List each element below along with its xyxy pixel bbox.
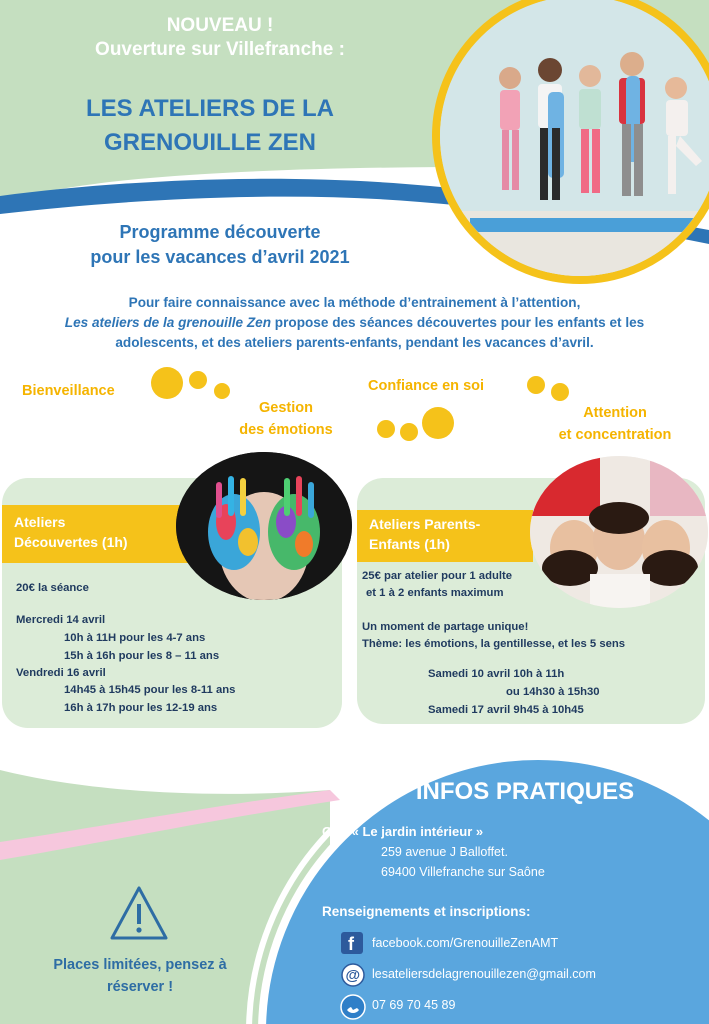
ad-title-line1: Ateliers <box>14 514 66 530</box>
phone-icon <box>340 994 366 1020</box>
ap-title-line2: Enfants (1h) <box>369 536 450 552</box>
ap-title-line1: Ateliers Parents- <box>369 516 481 532</box>
ad-day1: Mercredi 14 avril <box>16 614 106 626</box>
infos-renseignements: Renseignements et inscriptions: <box>322 904 531 919</box>
warning-message <box>30 954 250 998</box>
ad-title-line2: Découvertes (1h) <box>14 534 128 550</box>
header-line2: Ouverture sur Villefranche : <box>95 39 345 60</box>
decorative-dots <box>0 0 709 460</box>
header-line1: NOUVEAU ! <box>166 15 274 36</box>
ad-slot3: 14h45 à 15h45 pour les 8-11 ans <box>64 684 236 696</box>
family-photo <box>530 456 708 608</box>
intro-line1: Pour faire connaissance avec la méthode d’entrainement à l’attention, <box>128 295 581 310</box>
infos-title: INFOS PRATIQUES <box>415 778 635 805</box>
title-line1: LES ATELIERS DE LA <box>85 95 334 122</box>
ap-theme: Thème: les émotions, la gentillesse, et les 5 sens <box>362 638 626 650</box>
value-attention-line1: Attention <box>583 405 647 421</box>
svg-text:@: @ <box>345 967 361 984</box>
ap-moment: Un moment de partage unique! <box>362 621 529 633</box>
warning-line1: Places limitées, pensez à <box>53 957 227 973</box>
ad-slot4: 16h à 17h pour les 12-19 ans <box>64 702 218 714</box>
infos-address1: 259 avenue J Balloffet. <box>381 845 508 859</box>
value-gestion-line1: Gestion <box>259 400 313 416</box>
ad-slot1: 10h à 11H pour les 4-7 ans <box>64 632 206 644</box>
facebook-link[interactable]: facebook.com/GrenouilleZenAMT <box>372 936 559 950</box>
value-gestion-line2: des émotions <box>239 422 333 438</box>
ap-price-line2: et 1 à 2 enfants maximum <box>366 587 504 599</box>
family-illustration <box>530 456 708 608</box>
painted-hands-illustration <box>176 452 352 600</box>
ap-price-line1: 25€ par atelier pour 1 adulte <box>362 570 513 582</box>
intro-line3: adolescents, et des ateliers parents-enfants, pendant les vacances d’avril. <box>115 335 594 350</box>
infos-where: Où? « Le jardin intérieur » <box>322 824 484 839</box>
email-link[interactable]: lesateliersdelagrenouillezen@gmail.com <box>372 967 596 981</box>
value-attention-line2: et concentration <box>558 427 672 443</box>
ad-price: 20€ la séance <box>16 582 89 594</box>
painted-hands-photo <box>176 452 352 600</box>
ad-day2: Vendredi 16 avril <box>16 667 106 679</box>
title-line2: GRENOUILLE ZEN <box>103 129 316 156</box>
value-bienveillance: Bienveillance <box>22 383 115 399</box>
warning-line2: réserver ! <box>106 979 174 995</box>
ap-date2: Samedi 17 avril 9h45 à 10h45 <box>428 704 584 716</box>
ap-date1-alt: ou 14h30 à 15h30 <box>506 686 600 698</box>
intro-line2-rest: propose des séances découvertes pour les enfants et les <box>271 315 645 330</box>
phone-number[interactable]: 07 69 70 45 89 <box>372 998 456 1012</box>
program-line1: Programme découverte <box>119 222 321 242</box>
ateliers-parents-header <box>357 510 533 562</box>
svg-text:f: f <box>348 934 354 954</box>
infos-address2: 69400 Villefranche sur Saône <box>381 865 545 879</box>
value-confiance: Confiance en soi <box>368 378 485 394</box>
intro-brand: Les ateliers de la grenouille Zen <box>64 315 272 330</box>
ap-date1: Samedi 10 avril 10h à 11h <box>428 668 565 680</box>
at-sign-icon <box>341 963 365 987</box>
warning-triangle-icon <box>108 884 170 942</box>
facebook-icon <box>341 932 363 954</box>
program-line2: pour les vacances d’avril 2021 <box>90 247 350 267</box>
ad-slot2: 15h à 16h pour les 8 – 11 ans <box>64 650 220 662</box>
